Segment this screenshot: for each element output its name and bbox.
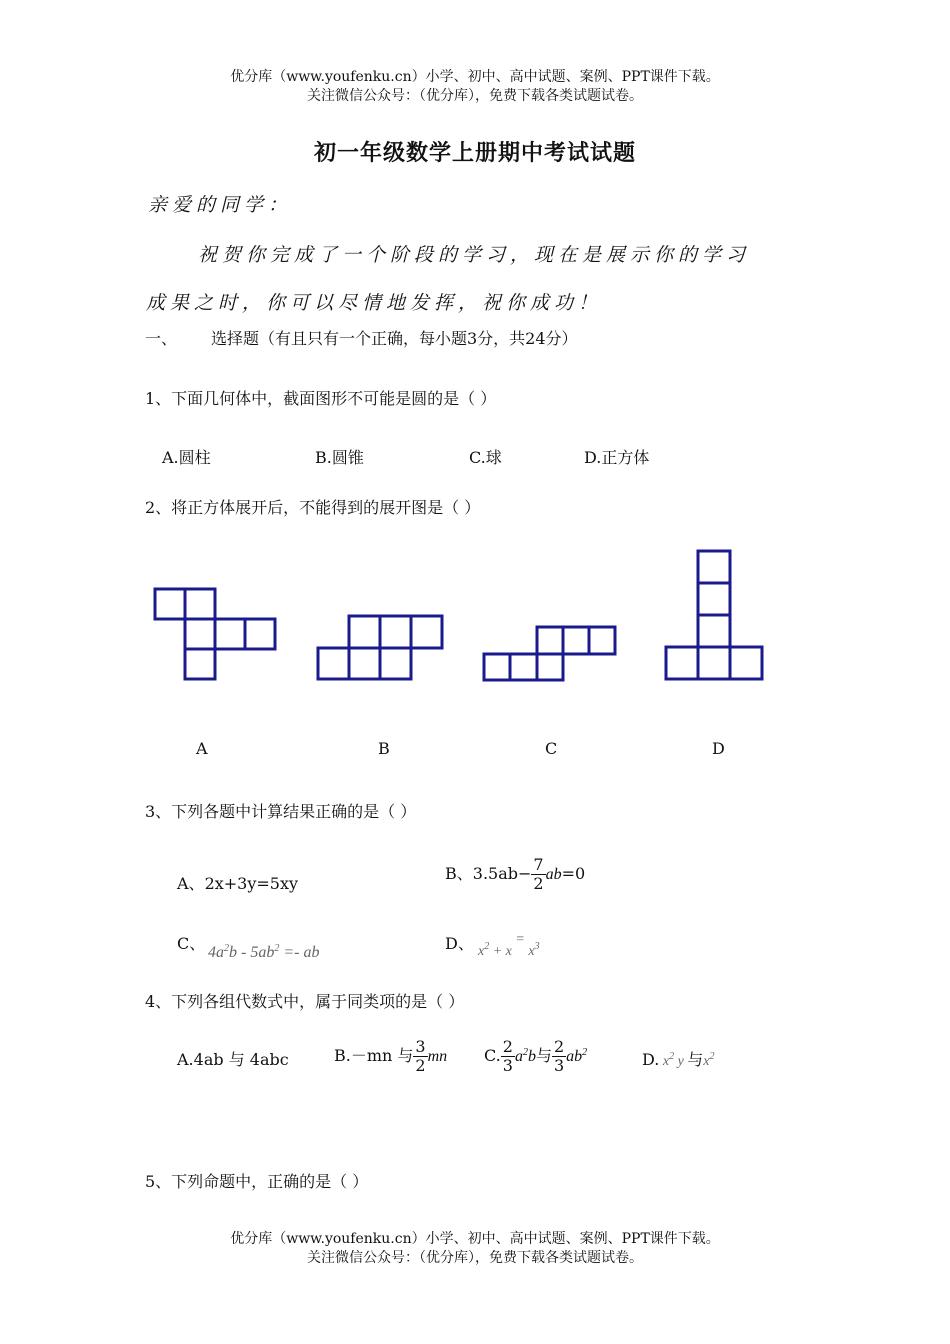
q4-b-suffix: mn (427, 1048, 448, 1065)
net-label-b: B (378, 739, 390, 758)
q3-b-suffix: ab (545, 866, 562, 883)
q3-option-b (445, 856, 585, 893)
question-4-text: 4、下列各组代数式中，属于同类项的是（ ） (145, 992, 465, 1011)
q4-option-a: A.4ab 与 4abc (177, 1050, 289, 1069)
net-label-c: C (545, 739, 558, 758)
q3-c-label: C、 (177, 934, 206, 953)
net-b (318, 616, 442, 679)
q3-b-label: B、 (445, 864, 473, 883)
q3-b-prefix: 3.5ab− (472, 864, 532, 883)
net-label-d: D (712, 739, 725, 758)
q4-c-fraction-2 (552, 1038, 566, 1075)
q1-option-c: C.球 (469, 448, 502, 467)
q3-option-c-formula: $4a^2b - 5ab^2$ =- ab (208, 943, 320, 961)
page-title: 初一年级数学上册期中考试试题 (313, 140, 636, 166)
q1-option-b: B.圆锥 (315, 448, 364, 467)
net-a (155, 589, 275, 679)
q4-c-denominator-1: 3 (502, 1056, 513, 1075)
q3-b-numerator: 7 (533, 855, 544, 874)
greeting: 亲爱的同学： (148, 194, 293, 216)
cube-nets-figure (0, 540, 950, 700)
footer-line-1: 优分库（www.youfenku.cn）小学、初中、高中试题、案例、PPT课件下载。 (230, 1231, 720, 1247)
q3-option-d-formula: $x^2 + x = x^3$ (478, 932, 540, 959)
header-line-1: 优分库（www.youfenku.cn）小学、初中、高中试题、案例、PPT课件下载。 (230, 69, 720, 85)
net-label-a: A (196, 739, 208, 758)
q4-b-denominator: 2 (415, 1056, 426, 1075)
question-2-text: 2、将正方体展开后，不能得到的展开图是（ ） (145, 498, 481, 517)
q3-b-denominator: 2 (533, 874, 544, 893)
net-d (666, 551, 762, 679)
q4-c-mid: 与 (535, 1046, 552, 1065)
q4-d-mid: 与 (687, 1050, 704, 1069)
question-5-text: 5、下列命题中，正确的是（ ） (145, 1172, 369, 1191)
q4-c-prefix: C. (484, 1046, 501, 1065)
q4-c-fraction-1 (501, 1038, 515, 1075)
q1-option-d: D.正方体 (584, 448, 650, 467)
q3-d-label: D、 (445, 934, 474, 953)
q4-b-prefix: B.－mn 与 (334, 1046, 414, 1065)
q4-b-fraction (413, 1038, 427, 1075)
net-c (484, 627, 615, 680)
q3-option-a (177, 871, 298, 894)
q4-c-numerator-2: 2 (553, 1037, 565, 1056)
q4-b-numerator: 3 (415, 1037, 426, 1056)
message-line-1: 祝贺你完成了一个阶段的学习，现在是展示你的学习 (198, 244, 751, 266)
footer-line-2: 关注微信公众号：（优分库），免费下载各类试题试卷。 (307, 1250, 643, 1266)
q3-b-equals: =0 (561, 864, 586, 883)
question-3-text: 3、下列各题中计算结果正确的是（ ） (145, 802, 417, 821)
q4-option-d: D. $x^2$ y 与$x^2$ (642, 1050, 715, 1069)
q4-c-denominator-2: 3 (553, 1056, 565, 1075)
message-line-2: 成果之时，你可以尽情地发挥，祝你成功！ (146, 292, 603, 314)
question-1-text: 1、下面几何体中，截面图形不可能是圆的是（ ） (145, 389, 497, 408)
q1-option-a: A.圆柱 (162, 448, 211, 467)
q3-a-label: A、 (177, 874, 205, 893)
section-number: 一、 (145, 329, 178, 348)
section-title: 选择题（有且只有一个正确，每小题3分，共24分） (211, 329, 578, 348)
q4-c-numerator-1: 2 (502, 1037, 513, 1056)
header-line-2: 关注微信公众号：（优分库），免费下载各类试题试卷。 (307, 88, 643, 104)
q3-b-fraction (531, 856, 545, 893)
q4-option-c: C. $\frac{2}{3}$ $a^2b$与 $\frac{2}{3}$ $ab^2$ (484, 1037, 588, 1075)
q3-a-expr: 2x+3y=5xy (204, 874, 299, 893)
q4-option-b (334, 1038, 447, 1075)
q4-d-prefix: D. (642, 1050, 660, 1069)
